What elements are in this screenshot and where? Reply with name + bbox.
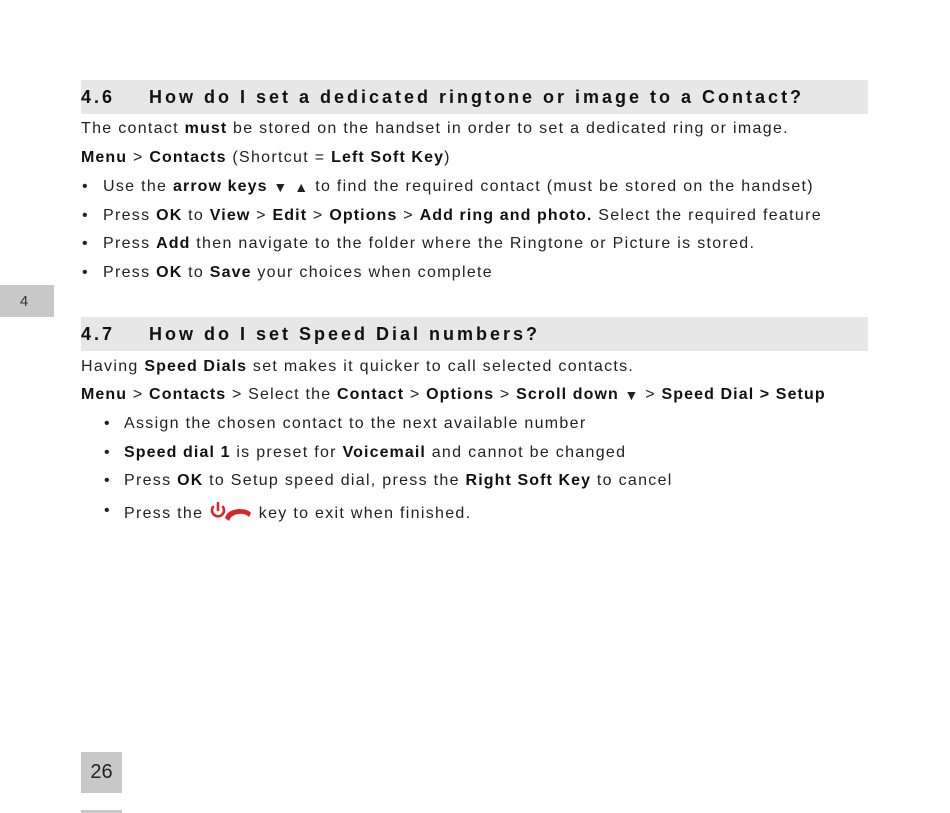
bullet-icon: • bbox=[82, 235, 88, 252]
list-item: Press the key to exit when finished. bbox=[124, 501, 471, 524]
bullet-icon: • bbox=[82, 178, 88, 195]
arrow-down-icon: ▼ bbox=[624, 387, 640, 403]
bullet-icon: • bbox=[82, 264, 88, 281]
bullet-icon: • bbox=[104, 444, 110, 461]
section-title: How do I set a dedicated ringtone or image to a Contact? bbox=[149, 86, 805, 107]
menu-path: Menu > Contacts > Select the Contact > Options > Scroll down ▼ > Speed Dial > Setup bbox=[81, 386, 826, 403]
arrow-up-icon: ▲ bbox=[294, 179, 310, 195]
intro-text: Having Speed Dials set makes it quicker to call selected contacts. bbox=[81, 358, 635, 375]
list-item: Use the arrow keys ▼ ▲ to find the required contact (must be stored on the handset) bbox=[103, 178, 814, 195]
section-heading-4-7 bbox=[81, 317, 868, 351]
list-item: Speed dial 1 is preset for Voicemail and cannot be changed bbox=[124, 444, 627, 461]
section-title: How do I set Speed Dial numbers? bbox=[149, 323, 541, 344]
section-heading-4-6 bbox=[81, 80, 868, 114]
bullet-icon: • bbox=[104, 472, 110, 489]
arrow-down-icon: ▼ bbox=[273, 179, 289, 195]
list-item: Press OK to View > Edit > Options > Add ring and photo. Select the required feature bbox=[103, 207, 822, 224]
end-call-key-icon bbox=[209, 501, 253, 523]
section-number: 4.7 bbox=[81, 323, 116, 344]
bullet-icon: • bbox=[104, 415, 110, 432]
list-item: Press OK to Setup speed dial, press the Right Soft Key to cancel bbox=[124, 472, 673, 489]
section-number: 4.6 bbox=[81, 86, 116, 107]
bullet-icon: • bbox=[82, 207, 88, 224]
intro-text: The contact must be stored on the handset in order to set a dedicated ring or image. bbox=[81, 120, 789, 137]
list-item: Assign the chosen contact to the next available number bbox=[124, 415, 587, 432]
page-number: 26 bbox=[81, 752, 122, 793]
chapter-tab: 4 bbox=[0, 285, 54, 317]
menu-path: Menu > Contacts (Shortcut = Left Soft Key) bbox=[81, 149, 451, 166]
list-item: Press Add then navigate to the folder where the Ringtone or Picture is stored. bbox=[103, 235, 756, 252]
bullet-icon: • bbox=[104, 502, 110, 519]
list-item: Press OK to Save your choices when complete bbox=[103, 264, 494, 281]
